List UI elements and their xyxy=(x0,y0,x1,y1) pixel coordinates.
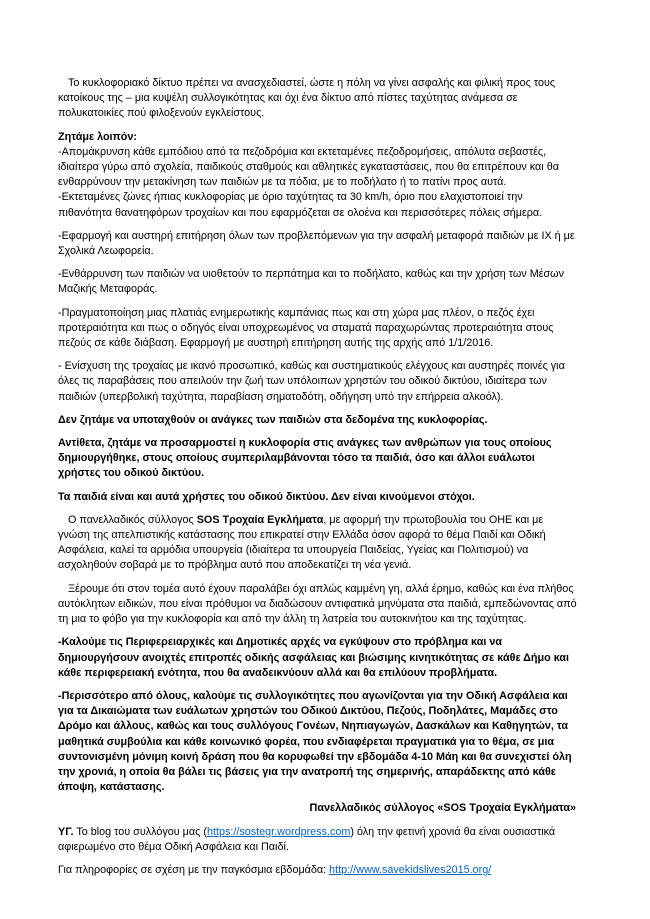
postscript-text-post: ) όλη την φετινή χρονιά θα είναι ουσιαστικά αφιερωμένο στο θέμα Οδική Ασφάλεια και Παιδί. xyxy=(58,825,556,853)
demands-heading: Ζητάμε λοιπόν: xyxy=(58,130,138,143)
bold-statement: Τα παιδιά είναι και αυτά χρήστες του οδικού δικτύου. Δεν είναι κινούμενοι στόχοι. xyxy=(58,490,475,503)
demand-item: -Εκτεταμένες ζώνες ήπιας κυκλοφορίας με όριο ταχύτητας τα 30 km/h, όριο που ελαχιστοποιεί την πιθανότητα θανατηφόρων τροχαίων και που εφαρμόζεται σε ολοένα και περισσότερες πόλεις σήμερα. xyxy=(58,191,543,219)
association-text-post: , με αφορμή την πρωτοβουλία του ΟΗΕ και με γνώση της απελπιστικής κατάστασης που επικρατεί στην Ελλάδα όσον αφορά το θέμα Παιδί και Οδική Ασφάλεια, καλεί τα αρμόδια υπουργεία (ιδιαίτερα τα υπουργεία Παιδείας, Υγείας και Πολιτισμού) να ασχοληθούν σοβαρά με το πρόβλημα αυτό που αποδεκατίζει τη νέα γενιά. xyxy=(58,513,546,572)
bold-statement: Δεν ζητάμε να υποταχθούν οι ανάγκες των παιδιών στα δεδομένα της κυκλοφορίας. xyxy=(58,413,488,426)
call-regional-authorities: -Καλούμε τις Περιφερειαρχικές και Δημοτικές αρχές να εγκύψουν στο πρόβλημα και να δημιουργήσουν ανοιχτές επιτροπές οδικής ασφάλειας και βιώσιμης κινητικότητας σε κάθε Δήμο και κάθε περιφερειακή ενότητα, που θα αναδεικνύουν αλλά και θα επιλύουν προβλήματα. xyxy=(58,636,570,679)
signature: Πανελλαδικός σύλλογος «SOS Τροχαία Εγκλήματα» xyxy=(309,802,576,815)
association-name: SOS Τροχαία Εγκλήματα xyxy=(196,513,324,526)
demand-item: -Πραγματοποίηση μιας πλατιάς ενημερωτικής καμπάνιας πως και στη χώρα μας πλέον, ο πεζός έχει προτεραιότητα και πως ο οδηγός είναι υποχρεωμένος να σταματά παραχωρώντας προτεραιότητα στους πεζούς σε κάθε διάβαση. Εφαρμογή με αυστηρή επιτήρηση αυτής της αρχής από 1/1/2016. xyxy=(58,306,554,350)
knowledge-paragraph: Ξέρουμε ότι στον τομέα αυτό έχουν παραλάβει όχι απλώς καμμένη γη, αλλά έρημο, καθώς και ένα πλήθος αυτόκλητων ειδικών, που είναι πρόθυμοι να διαδώσουν αντιφατικά μηνύματα στα παιδιά, εμπεδώνοντας από τη μια το φόβο για την κυκλοφορία και από την άλλη τη λατρεία του αυτοκινήτου και της ταχύτητας. xyxy=(58,582,577,626)
postscript xyxy=(58,825,578,855)
call-collectives: -Περισσότερο από όλους, καλούμε τις συλλογικότητες που αγωνίζονται για την Οδική Ασφάλεια και για τα Δικαιώματα των ευάλωτων χρηστών του Οδικού Δικτύου, Πεζούς, Ποδηλάτες, Μαμάδες στο Δρόμο και άλλους, καθώς και τους συλλόγους Γονέων, Νηπιαγωγών, Δασκάλων και Καθηγητών, τα μαθητικά συμβούλια και κάθε κοινωνικό φορέα, που ενδιαφέρεται πραγματικά για το θέμα, σε μια συντονισμένη μόνιμη κοινή δράση που θα κορυφωθεί την εβδομάδα 4-10 Μάη και θα συνεχιστεί όλη την χρονιά, η οποία θα βάλει τις βάσεις για την ανατροπή της σημερινής, απαράδεκτης από κάθε άποψη, κατάστασης. xyxy=(58,689,572,794)
demand-item: -Εφαρμογή και αυστηρή επιτήρηση όλων των προβλεπόμενων για την ασφαλή μεταφορά παιδιών με ΙΧ ή με Σχολικά Λεωφορεία. xyxy=(58,229,575,258)
savekidslives-link[interactable]: http://www.savekidslives2015.org/ xyxy=(329,863,492,876)
info-line xyxy=(58,863,578,878)
demand-item: -Ενθάρρυνση των παιδιών να υιοθετούν το περπάτημα και το ποδήλατο, καθώς και την χρήση των Μέσων Μαζικής Μεταφοράς. xyxy=(58,268,565,296)
demand-item: -Απομάκρυνση κάθε εμπόδιου από τα πεζοδρόμια και εκτεταμένες πεζοδρομήσεις, απόλυτα σεβαστές, ιδιαίτερα γύρω από σχολεία, παιδικούς σταθμούς και αθλητικές εγκαταστάσεις, που θα επιτρέπουν και θα ενθαρρύνουν την μετακίνηση των παιδιών με τα πόδια, με το ποδήλατο ή το πατίνι προς αυτά. xyxy=(58,145,559,189)
info-text: Για πληροφορίες σε σχέση με την παγκόσμια εβδομάδα: xyxy=(58,863,330,876)
blog-link[interactable]: https://sostegr.wordpress.com xyxy=(206,825,351,838)
bold-statement: Αντίθετα, ζητάμε να προσαρμοστεί η κυκλοφορία στις ανάγκες των ανθρώπων για τους οποίους δημιουργήθηκε, στους οποίους συμπεριλαμβάνονται τόσο τα παιδιά, όσο και άλλοι ευάλωτοι χρήστες του οδικού δικτύου. xyxy=(58,437,552,480)
demand-item: - Ενίσχυση της τροχαίας με ικανό προσωπικό, καθώς και συστηματικούς ελέγχους και αυστηρές ποινές για όλες τις παραβάσεις που απειλούν την ζωή των υπόλοιπων χρηστών του οδικού δικτύου, ιδιαίτερα των παιδιών (υπερβολική ταχύτητα, παραβίαση σηματοδότη, οδήγηση υπό την επήρρεια αλκοόλ). xyxy=(58,360,565,403)
postscript-label: ΥΓ. xyxy=(58,825,74,838)
postscript-text-pre: Το blog του συλλόγου μας ( xyxy=(73,825,207,838)
association-paragraph xyxy=(58,513,578,574)
intro-paragraph: Το κυκλοφοριακό δίκτυο πρέπει να ανασχεδιαστεί, ώστε η πόλη να γίνει ασφαλής και φιλική προς τους κατοίκους της – μια κυψέλη συλλογικότητας και όχι ένα δίκτυο από πίστες ταχύτητας ανάμεσα σε πολυκατοικίες πού φιλοξενούν εγκλείστους. xyxy=(58,77,556,120)
association-text-pre: Ο πανελλαδικός σύλλογος xyxy=(68,513,197,526)
